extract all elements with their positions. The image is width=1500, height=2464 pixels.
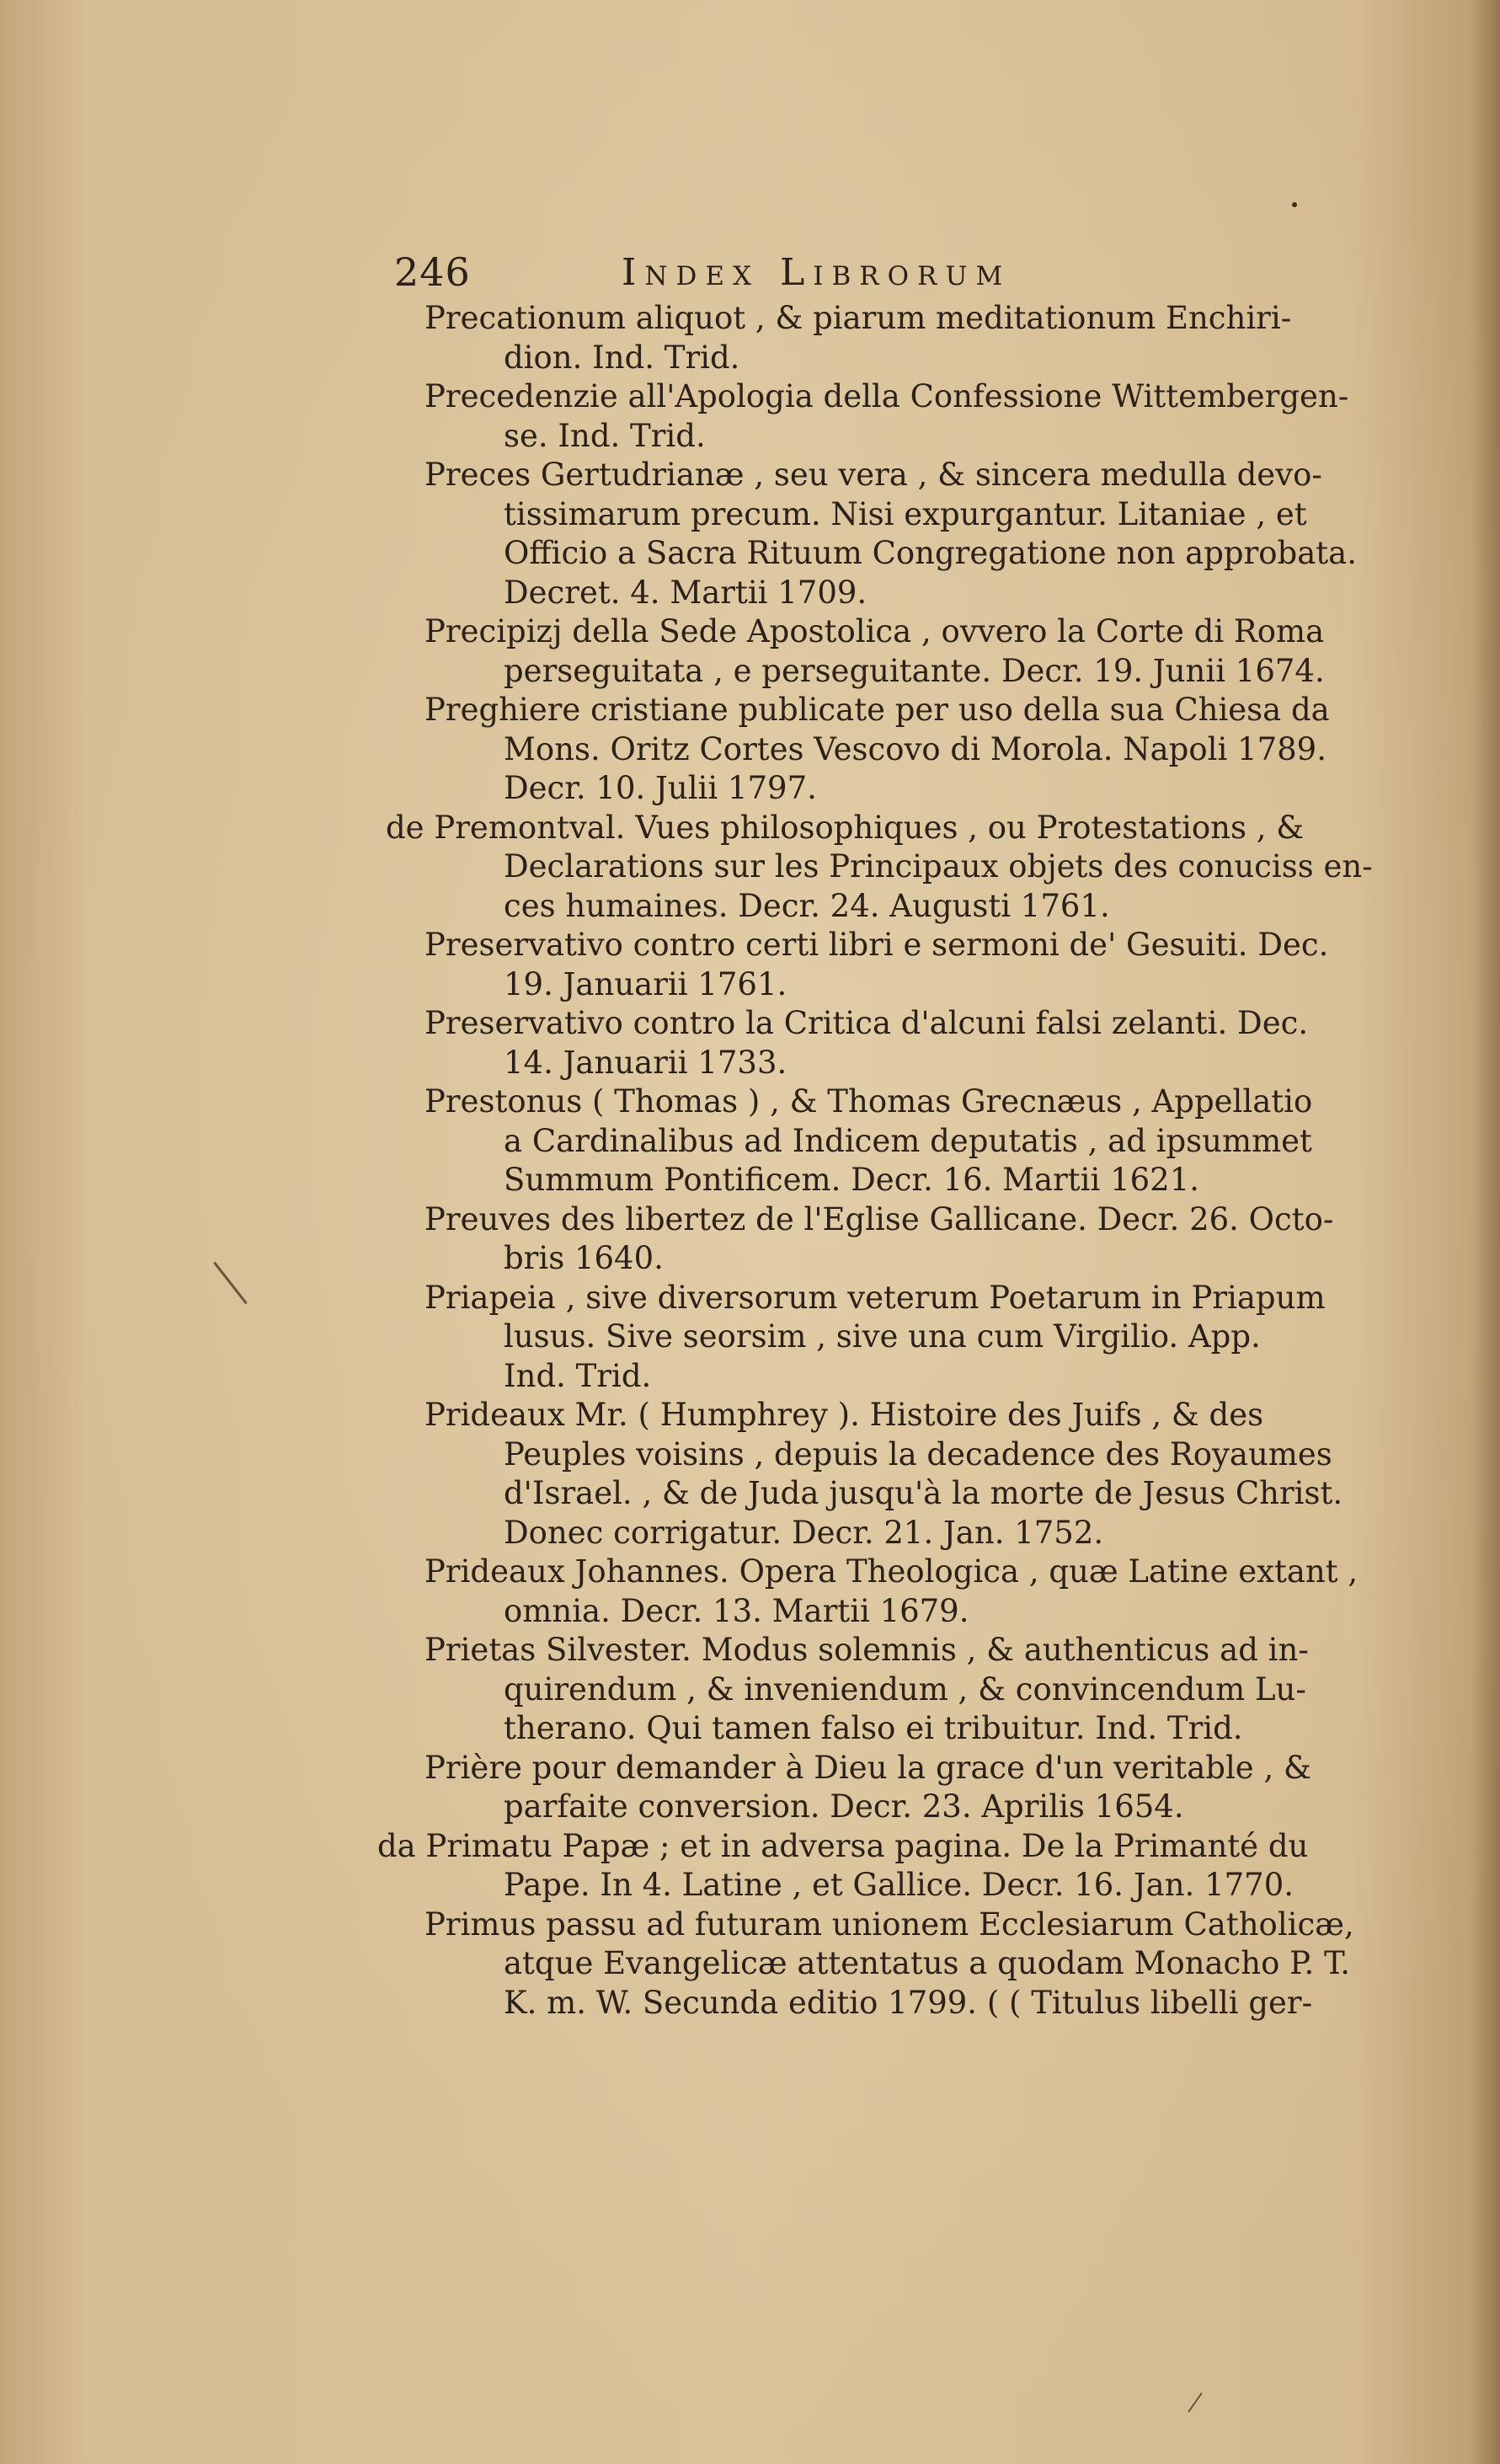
entry-continuation-line: tissimarum precum. Nisi expurgantur. Litaniae , et — [504, 496, 1307, 532]
entry-continuation-line: 14. Januarii 1733. — [504, 1045, 787, 1081]
entry-first-line: Precedenzie all'Apologia della Confessione Wittembergen- — [424, 378, 1349, 414]
entry-continuation-line: dion. Ind. Trid. — [504, 339, 740, 376]
entry-continuation-line: Decr. 10. Julii 1797. — [504, 770, 817, 806]
entry-first-line: Prideaux Johannes. Opera Theologica , quæ Latine extant , — [424, 1553, 1359, 1590]
entry-continuation-line: a Cardinalibus ad Indicem deputatis , ad ipsummet — [504, 1123, 1312, 1159]
entry-continuation-line: parfaite conversion. Decr. 23. Aprilis 1654. — [504, 1788, 1184, 1825]
entry-continuation-line: 19. Januarii 1761. — [504, 966, 787, 1002]
page-gutter-shadow — [1471, 0, 1500, 2464]
entry-first-line: Preghiere cristiane publicate per uso della sua Chiesa da — [424, 692, 1330, 728]
entry-first-line: Preservativo contro la Critica d'alcuni falsi zelanti. Dec. — [424, 1005, 1309, 1041]
entry-first-line: Prière pour demander à Dieu la grace d'un veritable , & — [424, 1750, 1311, 1786]
entry-first-line: Prietas Silvester. Modus solemnis , & authenticus ad in- — [424, 1632, 1309, 1668]
entry-first-line: Preservativo contro certi libri e sermoni de' Gesuiti. Dec. — [424, 927, 1329, 963]
entry-first-line: Primus passu ad futuram unionem Ecclesiarum Catholicæ, — [424, 1906, 1354, 1943]
page-number: 246 — [394, 249, 471, 295]
entry-continuation-line: therano. Qui tamen falso ei tribuitur. Ind. Trid. — [504, 1710, 1243, 1746]
entry-first-line: Precipizj della Sede Apostolica , ovvero la Corte di Roma — [424, 613, 1325, 649]
entry-continuation-line: Donec corrigatur. Decr. 21. Jan. 1752. — [504, 1515, 1104, 1551]
entry-continuation-line: Pape. In 4. Latine , et Gallice. Decr. 16. Jan. 1770. — [504, 1867, 1294, 1903]
entry-continuation-line: ces humaines. Decr. 24. Augusti 1761. — [504, 888, 1110, 924]
entry-continuation-line: K. m. W. Secunda editio 1799. ( ( Titulus libelli ger- — [504, 1985, 1313, 2021]
entry-continuation-line: d'Israel. , & de Juda jusqu'à la morte de Jesus Christ. — [504, 1475, 1343, 1511]
entry-first-line: da Primatu Papæ ; et in adversa pagina. De la Primanté du — [377, 1828, 1309, 1864]
entry-continuation-line: se. Ind. Trid. — [504, 418, 706, 454]
entry-continuation-line: Mons. Oritz Cortes Vescovo di Morola. Napoli 1789. — [504, 731, 1327, 767]
entry-continuation-line: atque Evangelicæ attentatus a quodam Monacho P. T. — [504, 1945, 1351, 1981]
ink-speck — [1292, 202, 1297, 207]
margin-pencil-mark — [1188, 2392, 1203, 2413]
entry-first-line: Preuves des libertez de l'Eglise Gallicane. Decr. 26. Octo- — [424, 1201, 1334, 1237]
entry-continuation-line: Decret. 4. Martii 1709. — [504, 575, 867, 611]
entry-first-line: Prideaux Mr. ( Humphrey ). Histoire des Juifs , & des — [424, 1397, 1264, 1433]
entry-continuation-line: Peuples voisins , depuis la decadence des Royaumes — [504, 1436, 1332, 1473]
entry-first-line: de Premontval. Vues philosophiques , ou Protestations , & — [386, 810, 1305, 846]
entry-continuation-line: Summum Pontificem. Decr. 16. Martii 1621. — [504, 1162, 1200, 1198]
entry-continuation-line: Declarations sur les Principaux objets des conuciss en- — [504, 848, 1373, 885]
entry-continuation-line: quirendum , & inveniendum , & convincendum Lu- — [504, 1671, 1306, 1708]
entry-continuation-line: Officio a Sacra Rituum Congregatione non approbata. — [504, 535, 1357, 571]
entry-continuation-line: Ind. Trid. — [504, 1358, 652, 1394]
entry-continuation-line: omnia. Decr. 13. Martii 1679. — [504, 1593, 969, 1629]
entry-first-line: Priapeia , sive diversorum veterum Poetarum in Priapum — [424, 1280, 1326, 1316]
running-header — [394, 249, 1405, 300]
entry-continuation-line: lusus. Sive seorsim , sive una cum Virgilio. App. — [504, 1318, 1261, 1355]
running-title: Index Librorum — [622, 251, 1012, 294]
entry-continuation-line: perseguitata , e perseguitante. Decr. 19. Junii 1674. — [504, 653, 1325, 689]
entry-continuation-line: bris 1640. — [504, 1240, 664, 1276]
margin-pencil-mark — [213, 1262, 248, 1305]
entry-first-line: Precationum aliquot , & piarum meditationum Enchiri- — [424, 300, 1292, 336]
entry-first-line: Preces Gertudrianæ , seu vera , & sincera medulla devo- — [424, 457, 1322, 493]
entry-first-line: Prestonus ( Thomas ) , & Thomas Grecnæus , Appellatio — [424, 1083, 1313, 1120]
